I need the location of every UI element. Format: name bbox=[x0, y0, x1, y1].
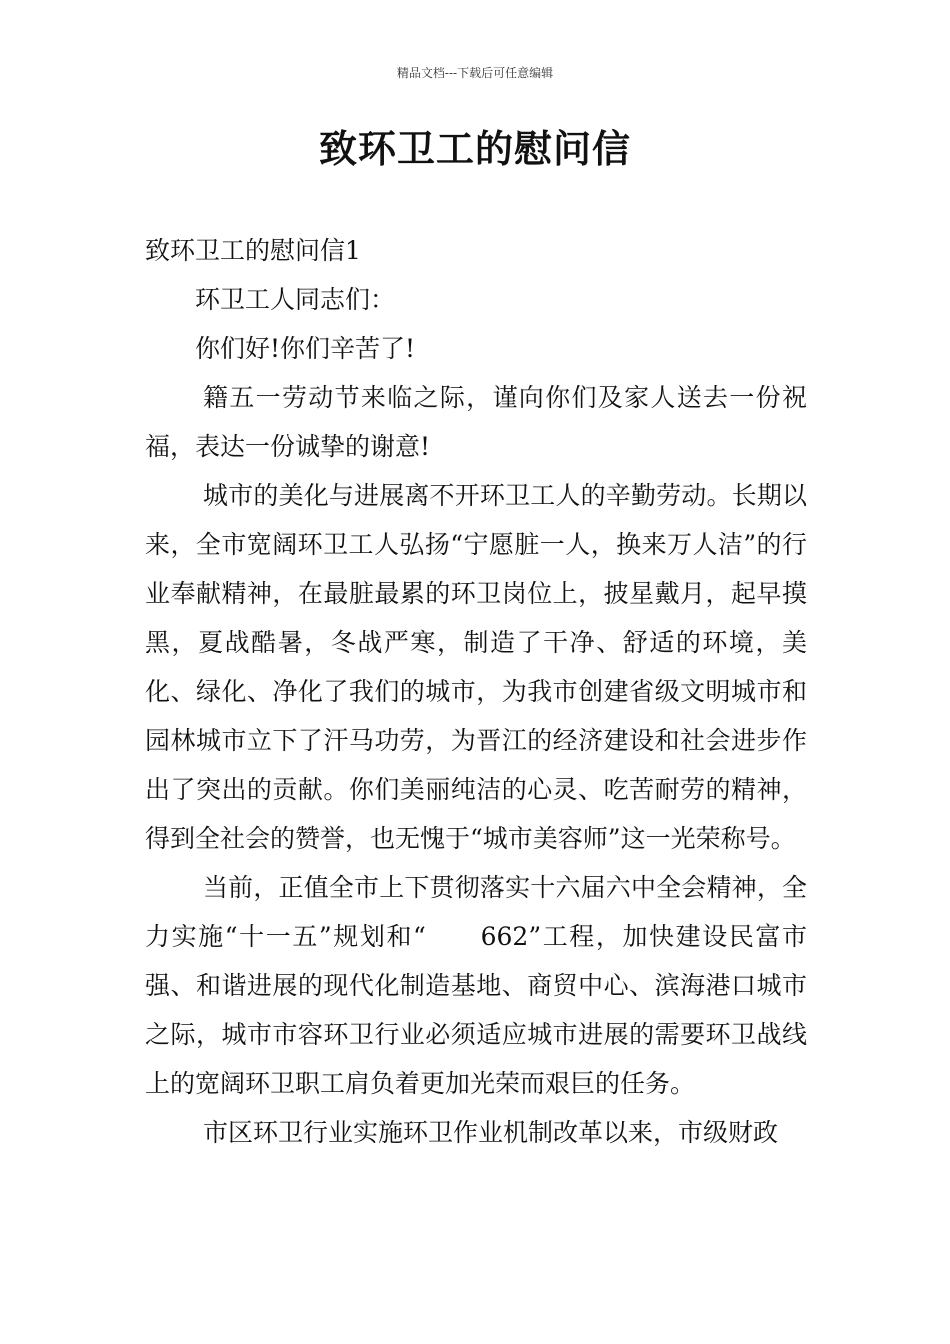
greeting: 你们好!你们辛苦了! bbox=[195, 334, 416, 363]
section-subtitle: 致环卫工的慰问信1 bbox=[145, 236, 361, 265]
paragraph-3: 当前，正值全市上下贯彻落实十六届六中全会精神，全力实施“十一五”规划和“ 662”工程，加快建设民富市强、和谐进展的现代化制造基地、商贸中心、滨海港口城市之际，城市市容环卫行业必须适应城市进展的需要环卫战线上的宽阔环卫职工肩负着更加光荣而艰巨的任务。 bbox=[145, 873, 807, 1098]
document-title: 致环卫工的慰问信 bbox=[318, 126, 631, 171]
header-note: 精品文档---下载后可任意编辑 bbox=[396, 66, 554, 80]
paragraph-2: 城市的美化与进展离不开环卫工人的辛勤劳动。长期以来，全市宽阔环卫工人弘扬“宁愿脏一人，换来万人洁”的行业奉献精神，在最脏最累的环卫岗位上，披星戴月，起早摸黑，夏战酷暑，冬战严寒，制造了干净、舒适的环境，美化、绿化、净化了我们的城市，为我市创建省级文明城市和园林城市立下了汗马功劳，为晋江的经济建设和社会进步作出了突出的贡献。你们美丽纯洁的心灵、吃苦耐劳的精神，得到全社会的赞誉，也无愧于“城市美容师”这一光荣称号。 bbox=[145, 481, 807, 853]
salutation: 环卫工人同志们： bbox=[195, 285, 396, 314]
paragraph-4: 市区环卫行业实施环卫作业机制改革以来，市级财政 bbox=[203, 1118, 779, 1147]
paragraph-1: 籍五一劳动节来临之际，谨向你们及家人送去一份祝福，表达一份诚挚的谢意! bbox=[145, 383, 807, 461]
document-body bbox=[145, 226, 807, 1157]
